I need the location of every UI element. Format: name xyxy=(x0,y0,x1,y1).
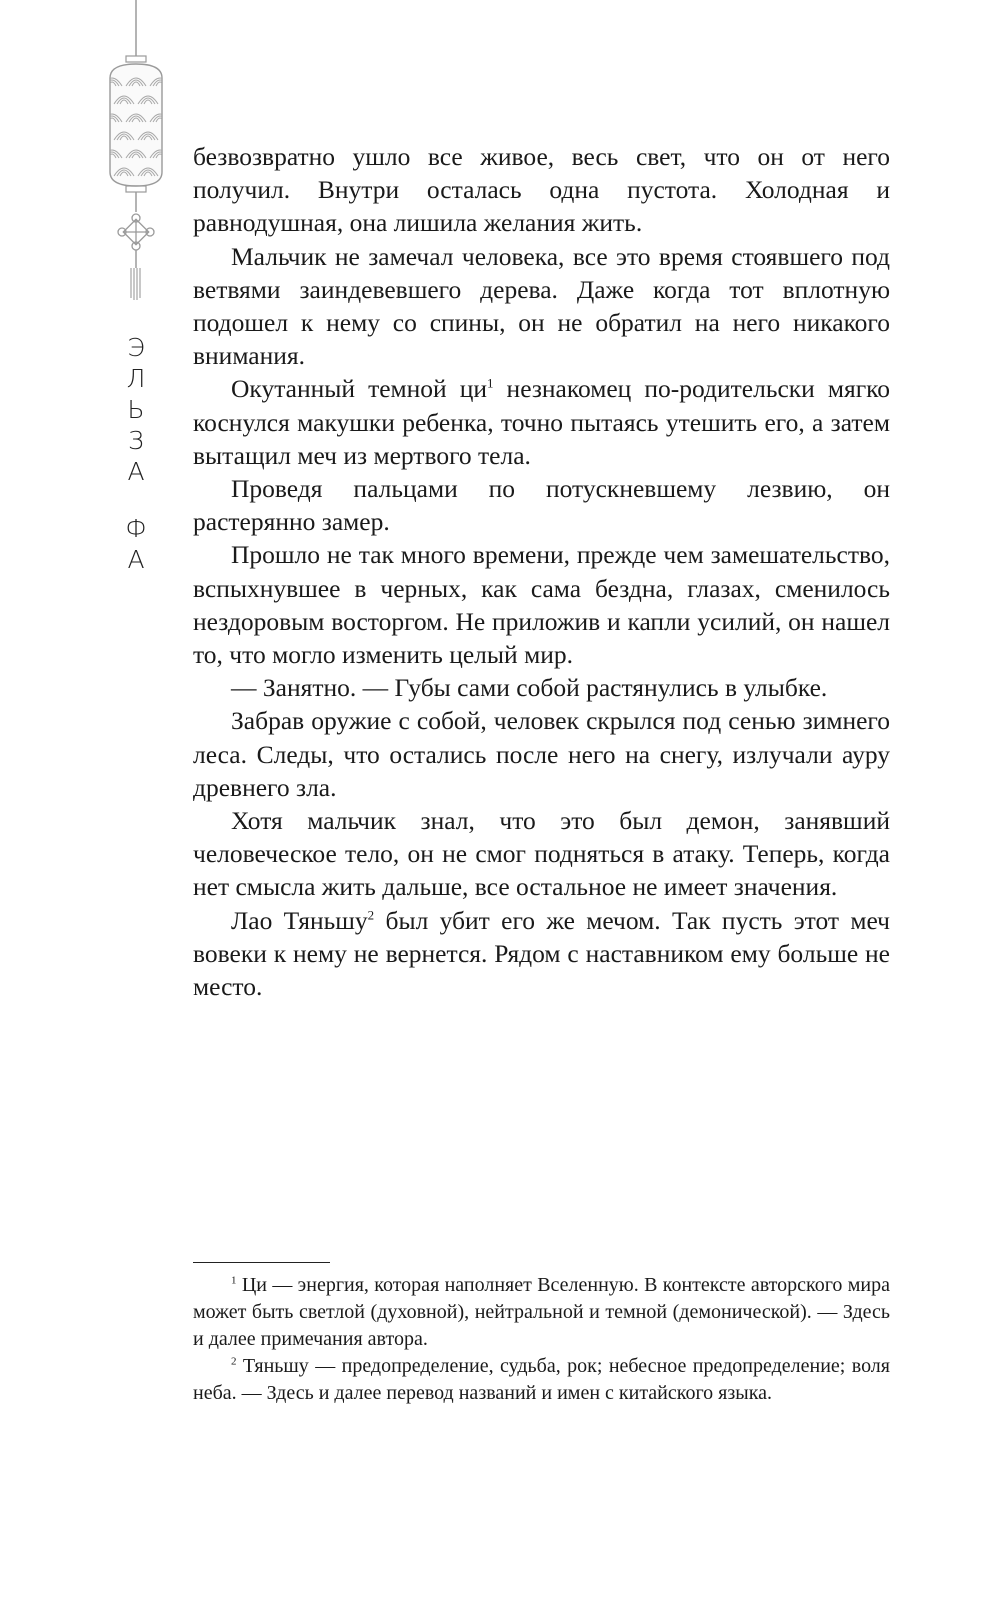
paragraph: Мальчик не замечал человека, все это время стоявшего под ветвями заиндевевшего дерева. Даже когда тот вплотную подошел к нему со спины, он не обратил на него никакого внимания. xyxy=(193,241,890,371)
paragraph: безвозвратно ушло все живое, весь свет, что он от него получил. Внутри осталась одна пустота. Холодная и равнодушная, она лишила желания жить. xyxy=(193,142,890,238)
hanging-lantern-icon xyxy=(88,0,184,320)
footnotes xyxy=(193,1272,890,1407)
author-letter: З xyxy=(128,426,144,455)
paragraph: Прошло не так много времени, прежде чем замешательство, вспыхнувшее в черных, как сама бездна, глазах, сменилось нездоровым восторгом. Не приложив и капли усилий, он нашел то, что могло изменить целый мир. xyxy=(193,540,890,670)
footnote xyxy=(193,1353,890,1407)
author-letter: Э xyxy=(127,333,145,362)
author-letter: Ь xyxy=(127,395,145,424)
paragraph: — Занятно. — Губы сами собой растянулись в улыбке. xyxy=(231,673,828,703)
author-letter: А xyxy=(127,457,145,486)
footnote-number: 2 xyxy=(231,1355,237,1368)
body-text xyxy=(193,140,890,1003)
footnote-divider xyxy=(193,1262,330,1263)
paragraph xyxy=(193,372,890,472)
footnote-ref[interactable]: 1 xyxy=(487,375,494,391)
paragraph-text: был убит его же мечом. Так пусть этот меч вовеки к нему не вернется. Рядом с наставником ему больше не место. xyxy=(193,905,890,1002)
footnote-text: Ци — энергия, которая наполняет Вселенную. В контексте авторского мира может быть светлой (духовной), нейтральной и темной (демонической). — Здесь и далее примечания автора. xyxy=(193,1274,890,1350)
paragraph: Хотя мальчик знал, что это был демон, занявший человеческое тело, он не смог подняться в атаку. Теперь, когда нет смысла жить дальше, все остальное не имеет значения. xyxy=(193,806,890,902)
author-letter: Ф xyxy=(125,514,147,543)
author-letter: Л xyxy=(126,364,146,393)
paragraph-text: Окутанный темной ци xyxy=(231,374,488,404)
footnote-number: 1 xyxy=(231,1274,237,1287)
footnote xyxy=(193,1272,890,1353)
paragraph-text: Лао Тяньшу xyxy=(231,905,368,935)
paragraph: Забрав оружие с собой, человек скрылся под сенью зимнего леса. Следы, что остались после него на снегу, излучали ауру древнего зла. xyxy=(193,706,890,802)
footnote-ref[interactable]: 2 xyxy=(367,907,375,923)
author-letter: А xyxy=(127,545,145,574)
paragraph: Проведя пальцами по потускневшему лезвию, он растерянно замер. xyxy=(193,474,890,537)
footnote-text: Тяньшу — предопределение, судьба, рок; небесное предопределение; воля неба. — Здесь и далее перевод названий и имен с китайского языка. xyxy=(193,1355,890,1404)
paragraph-text: незнакомец по-родительски мягко коснулся макушки ребенка, точно пытаясь утешить его, а затем вытащил меч из мертвого тела. xyxy=(193,374,890,470)
paragraph xyxy=(193,904,890,1004)
author-name-vertical xyxy=(116,332,156,575)
